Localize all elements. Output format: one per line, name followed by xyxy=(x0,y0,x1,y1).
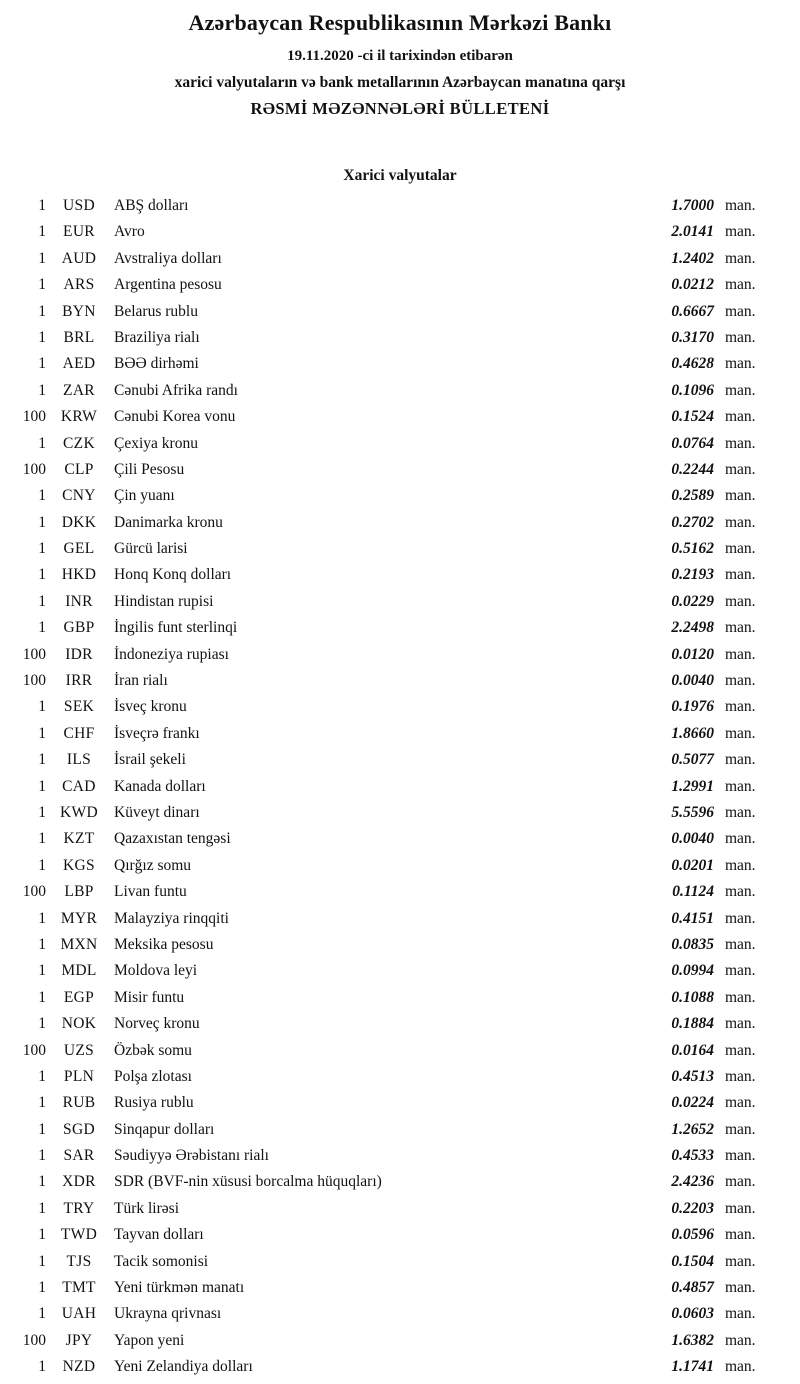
currency-rate: 0.0764 xyxy=(671,434,714,452)
currency-rate: 1.6382 xyxy=(671,1331,714,1349)
currency-name: Sinqapur dolları xyxy=(114,1120,215,1138)
currency-code: PLN xyxy=(63,1067,95,1085)
currency-rate: 0.0164 xyxy=(671,1041,714,1059)
rate-row xyxy=(0,197,800,223)
currency-unit: man. xyxy=(725,1279,756,1297)
currency-code: USD xyxy=(63,197,95,214)
currency-name: Hindistan rupisi xyxy=(114,592,214,610)
currency-code: CNY xyxy=(62,487,96,505)
currency-rate: 0.5162 xyxy=(671,540,714,558)
currency-rate: 0.0603 xyxy=(671,1305,714,1323)
currency-rate: 0.0212 xyxy=(671,276,714,294)
currency-quantity: 1 xyxy=(38,302,46,320)
currency-quantity: 100 xyxy=(22,672,46,690)
currency-quantity: 1 xyxy=(38,1358,46,1376)
currency-code: EGP xyxy=(63,988,95,1006)
currency-code: GBP xyxy=(63,619,95,637)
rate-row xyxy=(0,223,800,249)
currency-quantity: 1 xyxy=(38,1226,46,1244)
currency-rate: 0.1976 xyxy=(671,698,714,716)
currency-quantity: 1 xyxy=(38,592,46,610)
rate-row xyxy=(0,382,800,408)
rate-row xyxy=(0,1173,800,1199)
rate-row xyxy=(0,566,800,592)
document-header xyxy=(0,0,800,119)
currency-unit: man. xyxy=(725,513,756,531)
currency-code: UAH xyxy=(61,1305,97,1323)
currency-quantity: 1 xyxy=(38,249,46,267)
currency-unit: man. xyxy=(725,619,756,637)
currency-unit: man. xyxy=(725,223,756,241)
currency-rate: 1.1741 xyxy=(671,1358,714,1376)
currency-quantity: 1 xyxy=(38,1147,46,1165)
currency-name: Özbək somu xyxy=(114,1041,192,1059)
currency-unit: man. xyxy=(725,751,756,769)
currency-rate: 0.3170 xyxy=(671,328,714,346)
currency-unit: man. xyxy=(725,1094,756,1112)
rate-row xyxy=(0,435,800,461)
rate-row xyxy=(0,1042,800,1068)
currency-quantity: 1 xyxy=(38,1199,46,1217)
currency-name: İsveçrə frankı xyxy=(114,724,200,742)
currency-code: BRL xyxy=(63,328,95,346)
currency-name: Norveç kronu xyxy=(114,1015,200,1033)
currency-name: İngilis funt sterlinqi xyxy=(114,619,238,637)
currency-quantity: 1 xyxy=(38,962,46,980)
document-subtitle: xarici valyutaların və bank metallarının Azərbaycan manatına qarşı xyxy=(174,74,626,91)
rate-row xyxy=(0,857,800,883)
currency-code: BYN xyxy=(62,302,96,320)
currency-name: Küveyt dinarı xyxy=(114,803,200,821)
currency-name: Rusiya rublu xyxy=(114,1094,194,1112)
currency-code: GEL xyxy=(63,540,95,558)
currency-unit: man. xyxy=(725,381,756,399)
currency-code: NZD xyxy=(62,1358,96,1376)
effective-date-line: 19.11.2020 -ci il tarixindən etibarən xyxy=(287,48,513,64)
currency-unit: man. xyxy=(725,1305,756,1323)
rate-row xyxy=(0,804,800,830)
currency-unit: man. xyxy=(725,1015,756,1033)
currency-rate: 0.4857 xyxy=(671,1279,714,1297)
currency-code: AUD xyxy=(61,249,97,267)
currency-name: İsrail şekeli xyxy=(114,751,186,769)
currency-unit: man. xyxy=(725,883,756,901)
currency-unit: man. xyxy=(725,935,756,953)
currency-unit: man. xyxy=(725,672,756,690)
currency-name: Danimarka kronu xyxy=(114,513,223,531)
currency-name: Gürcü larisi xyxy=(114,540,188,558)
currency-rate: 0.4628 xyxy=(671,355,714,373)
currency-name: Meksika pesosu xyxy=(114,935,214,953)
currency-quantity: 1 xyxy=(38,381,46,399)
currency-name: Tayvan dolları xyxy=(114,1226,204,1244)
currency-rate: 5.5596 xyxy=(671,803,714,821)
currency-name: Qırğız somu xyxy=(114,856,192,874)
currency-name: İsveç kronu xyxy=(114,698,187,716)
currency-code: XDR xyxy=(62,1173,96,1191)
currency-name: Çin yuanı xyxy=(114,487,175,505)
currency-name: Honq Konq dolları xyxy=(114,566,232,584)
currency-unit: man. xyxy=(725,1358,756,1376)
currency-name: Avstraliya dolları xyxy=(114,249,222,267)
bulletin-title: RƏSMİ MƏZƏNNƏLƏRİ BÜLLETENİ xyxy=(250,99,550,118)
rate-row xyxy=(0,751,800,777)
currency-rate: 0.4513 xyxy=(671,1067,714,1085)
currency-code: INR xyxy=(65,592,93,610)
currency-code: TWD xyxy=(60,1226,98,1244)
currency-code: MDL xyxy=(61,962,97,980)
currency-name: Misir funtu xyxy=(114,988,185,1006)
currency-unit: man. xyxy=(725,540,756,558)
currency-rate: 1.2991 xyxy=(671,777,714,795)
currency-name: Yapon yeni xyxy=(114,1331,185,1349)
currency-code: TMT xyxy=(62,1279,96,1297)
currency-quantity: 1 xyxy=(38,751,46,769)
currency-unit: man. xyxy=(725,830,756,848)
currency-unit: man. xyxy=(725,698,756,716)
rate-row xyxy=(0,672,800,698)
currency-name: İndoneziya rupiası xyxy=(114,645,229,663)
currency-name: Moldova leyi xyxy=(114,962,198,980)
rate-row xyxy=(0,1279,800,1305)
currency-rate: 0.0229 xyxy=(671,592,714,610)
currency-quantity: 1 xyxy=(38,935,46,953)
currency-code: KZT xyxy=(63,830,95,848)
currency-code: AED xyxy=(62,355,96,373)
currency-code: IDR xyxy=(65,645,93,663)
rate-row xyxy=(0,514,800,540)
currency-quantity: 1 xyxy=(38,1015,46,1033)
currency-unit: man. xyxy=(725,856,756,874)
currency-rate: 0.1524 xyxy=(671,408,714,426)
currency-unit: man. xyxy=(725,909,756,927)
currency-quantity: 1 xyxy=(38,1094,46,1112)
currency-unit: man. xyxy=(725,988,756,1006)
currency-unit: man. xyxy=(725,1120,756,1138)
currency-code: DKK xyxy=(61,513,97,531)
currency-name: BƏƏ dirhəmi xyxy=(114,355,199,373)
currency-unit: man. xyxy=(725,1147,756,1165)
bank-title: Azərbaycan Respublikasının Mərkəzi Bankı xyxy=(188,10,612,35)
currency-rate: 0.0040 xyxy=(671,672,714,690)
currency-rate: 2.0141 xyxy=(671,223,714,241)
currency-unit: man. xyxy=(725,487,756,505)
currency-rate: 0.1504 xyxy=(671,1252,714,1270)
currency-name: Çexiya kronu xyxy=(114,434,198,452)
rate-row xyxy=(0,1226,800,1252)
currency-name: Çili Pesosu xyxy=(114,460,185,478)
currency-unit: man. xyxy=(725,434,756,452)
rate-row xyxy=(0,910,800,936)
currency-name: Yeni türkmən manatı xyxy=(114,1279,245,1297)
currency-rate: 0.0994 xyxy=(671,962,714,980)
rate-row xyxy=(0,778,800,804)
currency-quantity: 1 xyxy=(38,777,46,795)
currency-unit: man. xyxy=(725,592,756,610)
currency-unit: man. xyxy=(725,566,756,584)
currency-rate: 0.1096 xyxy=(671,381,714,399)
rate-row xyxy=(0,329,800,355)
currency-name: Belarus rublu xyxy=(114,302,198,320)
currency-name: Yeni Zelandiya dolları xyxy=(114,1358,253,1376)
currency-code: KWD xyxy=(60,803,98,821)
currency-quantity: 100 xyxy=(22,1331,46,1349)
currency-name: Cənubi Afrika randı xyxy=(114,381,238,399)
currency-code: SGD xyxy=(63,1120,95,1138)
section-title-foreign-currencies: Xarici valyutalar xyxy=(343,167,457,184)
currency-rate: 2.2498 xyxy=(671,619,714,637)
currency-quantity: 100 xyxy=(22,460,46,478)
currency-quantity: 100 xyxy=(22,408,46,426)
rate-row xyxy=(0,1253,800,1279)
currency-unit: man. xyxy=(725,1199,756,1217)
currency-unit: man. xyxy=(725,803,756,821)
currency-quantity: 1 xyxy=(38,355,46,373)
rate-row xyxy=(0,646,800,672)
currency-name: Türk lirəsi xyxy=(114,1199,179,1217)
currency-quantity: 1 xyxy=(38,487,46,505)
rate-row xyxy=(0,1358,800,1384)
currency-rate: 0.2589 xyxy=(671,487,714,505)
currency-code: SAR xyxy=(63,1147,95,1165)
currency-quantity: 1 xyxy=(38,1173,46,1191)
currency-code: TRY xyxy=(63,1199,95,1217)
rate-row xyxy=(0,250,800,276)
rate-row xyxy=(0,619,800,645)
currency-rate: 0.6667 xyxy=(671,302,714,320)
currency-quantity: 1 xyxy=(38,540,46,558)
currency-code: SEK xyxy=(63,698,95,716)
currency-unit: man. xyxy=(725,460,756,478)
currency-quantity: 1 xyxy=(38,803,46,821)
currency-name: SDR (BVF-nin xüsusi borcalma hüquqları) xyxy=(114,1173,382,1191)
rate-row xyxy=(0,593,800,619)
currency-rate: 0.0835 xyxy=(671,935,714,953)
currency-rate: 0.5077 xyxy=(671,751,714,769)
currency-rate: 1.8660 xyxy=(671,724,714,742)
currency-unit: man. xyxy=(725,249,756,267)
currency-code: MXN xyxy=(60,935,98,953)
rate-row xyxy=(0,355,800,381)
rate-row xyxy=(0,540,800,566)
currency-quantity: 1 xyxy=(38,1305,46,1323)
rate-row xyxy=(0,1068,800,1094)
currency-code: JPY xyxy=(65,1331,93,1349)
rate-row xyxy=(0,1332,800,1358)
currency-unit: man. xyxy=(725,355,756,373)
currency-name: Argentina pesosu xyxy=(114,276,222,294)
currency-name: Cənubi Korea vonu xyxy=(114,408,236,426)
currency-name: Malayziya rinqqiti xyxy=(114,909,229,927)
currency-unit: man. xyxy=(725,328,756,346)
currency-unit: man. xyxy=(725,408,756,426)
currency-rate: 0.1088 xyxy=(671,988,714,1006)
currency-quantity: 1 xyxy=(38,856,46,874)
currency-quantity: 100 xyxy=(22,645,46,663)
currency-code: UZS xyxy=(63,1041,95,1059)
currency-rate: 0.0201 xyxy=(671,856,714,874)
rate-row xyxy=(0,1121,800,1147)
currency-unit: man. xyxy=(725,1041,756,1059)
currency-unit: man. xyxy=(725,276,756,294)
currency-quantity: 1 xyxy=(38,566,46,584)
currency-code: EUR xyxy=(63,223,95,241)
currency-unit: man. xyxy=(725,1226,756,1244)
currency-unit: man. xyxy=(725,302,756,320)
currency-quantity: 1 xyxy=(38,830,46,848)
currency-rate: 0.0224 xyxy=(671,1094,714,1112)
currency-code: CAD xyxy=(62,777,96,795)
currency-name: Kanada dolları xyxy=(114,777,206,795)
currency-quantity: 1 xyxy=(38,909,46,927)
currency-rate: 0.4151 xyxy=(671,909,714,927)
currency-rate: 0.1124 xyxy=(672,883,714,901)
currency-rate: 0.4533 xyxy=(671,1147,714,1165)
currency-quantity: 1 xyxy=(38,1067,46,1085)
rate-row xyxy=(0,962,800,988)
currency-quantity: 1 xyxy=(38,988,46,1006)
rate-row xyxy=(0,487,800,513)
currency-unit: man. xyxy=(725,645,756,663)
currency-quantity: 1 xyxy=(38,223,46,241)
currency-rate: 1.2402 xyxy=(671,249,714,267)
rate-row xyxy=(0,830,800,856)
currency-code: CHF xyxy=(63,724,95,742)
currency-name: Livan funtu xyxy=(114,883,187,901)
currency-unit: man. xyxy=(725,1067,756,1085)
rate-row xyxy=(0,303,800,329)
currency-name: Ukrayna qrivnası xyxy=(114,1305,222,1323)
currency-name: Avro xyxy=(114,223,145,241)
currency-name: Polşa zlotası xyxy=(114,1067,192,1085)
currency-code: MYR xyxy=(60,909,98,927)
rate-row xyxy=(0,989,800,1015)
currency-name: Qazaxıstan tengəsi xyxy=(114,830,231,848)
currency-rate: 0.0040 xyxy=(671,830,714,848)
currency-code: TJS xyxy=(66,1252,92,1270)
currency-quantity: 100 xyxy=(22,883,46,901)
currency-code: CLP xyxy=(64,460,94,478)
rate-row xyxy=(0,725,800,751)
currency-rate: 2.4236 xyxy=(671,1173,714,1191)
currency-quantity: 1 xyxy=(38,513,46,531)
currency-unit: man. xyxy=(725,962,756,980)
currency-code: ZAR xyxy=(63,381,95,399)
rate-row xyxy=(0,461,800,487)
currency-rate: 0.2244 xyxy=(671,460,714,478)
currency-name: İran rialı xyxy=(114,672,168,690)
currency-rate: 1.2652 xyxy=(671,1120,714,1138)
currency-code: ILS xyxy=(66,751,92,769)
rate-row xyxy=(0,1200,800,1226)
currency-quantity: 1 xyxy=(38,1120,46,1138)
rate-row xyxy=(0,883,800,909)
currency-quantity: 1 xyxy=(38,698,46,716)
currency-rate: 0.0120 xyxy=(671,645,714,663)
currency-name: ABŞ dolları xyxy=(114,197,189,214)
rate-row xyxy=(0,936,800,962)
currency-rate: 0.2203 xyxy=(671,1199,714,1217)
currency-unit: man. xyxy=(725,197,756,214)
currency-unit: man. xyxy=(725,1331,756,1349)
currency-rate: 0.1884 xyxy=(671,1015,714,1033)
currency-name: Braziliya rialı xyxy=(114,328,200,346)
currency-quantity: 1 xyxy=(38,276,46,294)
currency-quantity: 1 xyxy=(38,197,46,214)
currency-quantity: 1 xyxy=(38,328,46,346)
rate-row xyxy=(0,1015,800,1041)
currency-unit: man. xyxy=(725,777,756,795)
currency-code: LBP xyxy=(64,883,94,901)
currency-quantity: 1 xyxy=(38,434,46,452)
rate-row xyxy=(0,408,800,434)
currency-rate: 0.2193 xyxy=(671,566,714,584)
currency-code: ARS xyxy=(63,276,95,294)
currency-rate: 0.2702 xyxy=(671,513,714,531)
currency-unit: man. xyxy=(725,724,756,742)
currency-code: IRR xyxy=(65,672,93,690)
currency-name: Tacik somonisi xyxy=(114,1252,209,1270)
currency-unit: man. xyxy=(725,1252,756,1270)
rate-row xyxy=(0,1305,800,1331)
currency-code: KRW xyxy=(60,408,98,426)
currency-quantity: 1 xyxy=(38,1279,46,1297)
currency-code: NOK xyxy=(61,1015,97,1033)
rate-row xyxy=(0,276,800,302)
currency-code: CZK xyxy=(63,434,95,452)
currency-quantity: 100 xyxy=(22,1041,46,1059)
currency-quantity: 1 xyxy=(38,1252,46,1270)
currency-code: HKD xyxy=(61,566,97,584)
currency-quantity: 1 xyxy=(38,724,46,742)
currency-rate: 0.0596 xyxy=(671,1226,714,1244)
currency-code: RUB xyxy=(62,1094,96,1112)
exchange-rates-table xyxy=(0,197,800,1384)
rate-row xyxy=(0,698,800,724)
currency-quantity: 1 xyxy=(38,619,46,637)
currency-rate: 1.7000 xyxy=(671,197,714,214)
rate-row xyxy=(0,1094,800,1120)
currency-unit: man. xyxy=(725,1173,756,1191)
currency-code: KGS xyxy=(63,856,95,874)
rate-row xyxy=(0,1147,800,1173)
currency-name: Səudiyyə Ərəbistanı rialı xyxy=(114,1147,269,1165)
